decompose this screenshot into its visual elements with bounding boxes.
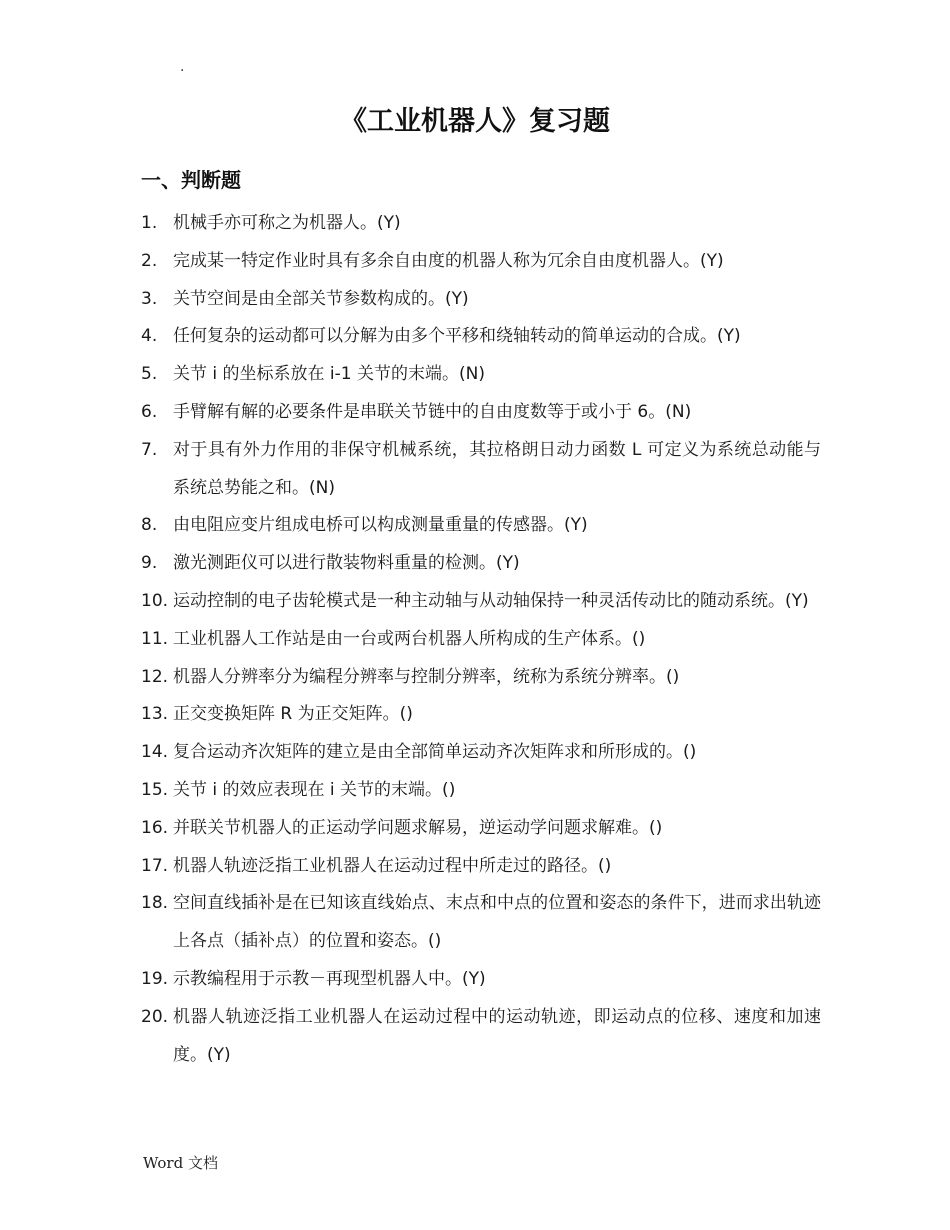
question-text: 由电阻应变片组成电桥可以构成测量重量的传感器。(Y) xyxy=(173,515,588,536)
question-item xyxy=(141,545,821,583)
question-item xyxy=(141,659,821,697)
question-number: 17. xyxy=(141,855,169,876)
question-text: 激光测距仪可以进行散装物料重量的检测。(Y) xyxy=(173,553,520,574)
question-text: 机器人分辨率分为编程分辨率与控制分辨率，统称为系统分辨率。() xyxy=(173,666,680,687)
question-text: 机械手亦可称之为机器人。(Y) xyxy=(173,213,401,233)
question-number: 14. xyxy=(141,742,169,763)
question-item xyxy=(141,318,821,356)
question-item xyxy=(141,432,821,508)
question-number: 7. xyxy=(141,439,158,460)
question-text: 空间直线插补是在已知该直线始点、末点和中点的位置和姿态的条件下，进而求出轨迹上各点（插补点）的位置和姿态。() xyxy=(173,893,821,952)
question-number: 8. xyxy=(141,515,158,536)
question-item xyxy=(141,281,821,319)
question-number: 15. xyxy=(141,779,169,800)
question-number: 20. xyxy=(141,1006,169,1027)
section-heading: 一、判断题 xyxy=(141,168,241,192)
question-text: 关节 i 的效应表现在 i 关节的末端。() xyxy=(173,779,456,800)
question-text: 对于具有外力作用的非保守机械系统，其拉格朗日动力函数 L 可定义为系统总动能与系统总势能之和。(N) xyxy=(173,439,821,498)
question-number: 3. xyxy=(141,288,158,309)
question-text: 工业机器人工作站是由一台或两台机器人所构成的生产体系。() xyxy=(173,628,646,649)
question-text: 关节 i 的坐标系放在 i-1 关节的末端。(N) xyxy=(173,364,485,385)
question-number: 16. xyxy=(141,817,169,838)
question-number: 5. xyxy=(141,364,158,385)
header-mark: . xyxy=(180,59,185,75)
question-number: 13. xyxy=(141,704,169,725)
question-number: 11. xyxy=(141,628,169,649)
question-text: 机器人轨迹泛指工业机器人在运动过程中的运动轨迹，即运动点的位移、速度和加速度。(Y) xyxy=(173,1006,821,1065)
question-number: 1. xyxy=(141,213,158,233)
question-text: 完成某一特定作业时具有多余自由度的机器人称为冗余自由度机器人。(Y) xyxy=(173,250,724,271)
footer-label: Word 文档 xyxy=(143,1154,218,1172)
question-item xyxy=(141,734,821,772)
question-text: 任何复杂的运动都可以分解为由多个平移和绕轴转动的简单运动的合成。(Y) xyxy=(173,326,741,347)
question-item xyxy=(141,999,821,1075)
question-list xyxy=(141,205,821,1074)
question-item xyxy=(141,243,821,281)
question-text: 示教编程用于示教－再现型机器人中。(Y) xyxy=(173,968,486,989)
question-text: 并联关节机器人的正运动学问题求解易，逆运动学问题求解难。() xyxy=(173,817,663,838)
question-text: 关节空间是由全部关节参数构成的。(Y) xyxy=(173,288,469,309)
document-title: 《工业机器人》复习题 xyxy=(340,106,610,137)
question-item xyxy=(141,621,821,659)
question-text: 手臂解有解的必要条件是串联关节链中的自由度数等于或小于 6。(N) xyxy=(173,401,692,422)
question-item xyxy=(141,848,821,886)
question-item xyxy=(141,961,821,999)
question-text: 复合运动齐次矩阵的建立是由全部简单运动齐次矩阵求和所形成的。() xyxy=(173,742,697,763)
question-item xyxy=(141,885,821,961)
question-item xyxy=(141,205,821,243)
question-item xyxy=(141,583,821,621)
question-number: 12. xyxy=(141,666,169,687)
question-number: 10. xyxy=(141,590,169,611)
question-item xyxy=(141,772,821,810)
question-item xyxy=(141,356,821,394)
question-text: 机器人轨迹泛指工业机器人在运动过程中所走过的路径。() xyxy=(173,855,612,876)
question-text: 运动控制的电子齿轮模式是一种主动轴与从动轴保持一种灵活传动比的随动系统。(Y) xyxy=(173,590,809,611)
question-number: 6. xyxy=(141,401,158,422)
question-number: 18. xyxy=(141,893,169,914)
question-item xyxy=(141,696,821,734)
question-number: 4. xyxy=(141,326,158,347)
question-number: 9. xyxy=(141,553,158,574)
question-item xyxy=(141,810,821,848)
question-number: 2. xyxy=(141,250,158,271)
question-number: 19. xyxy=(141,968,169,989)
question-item xyxy=(141,394,821,432)
question-text: 正交变换矩阵 R 为正交矩阵。() xyxy=(173,704,413,725)
question-item xyxy=(141,507,821,545)
